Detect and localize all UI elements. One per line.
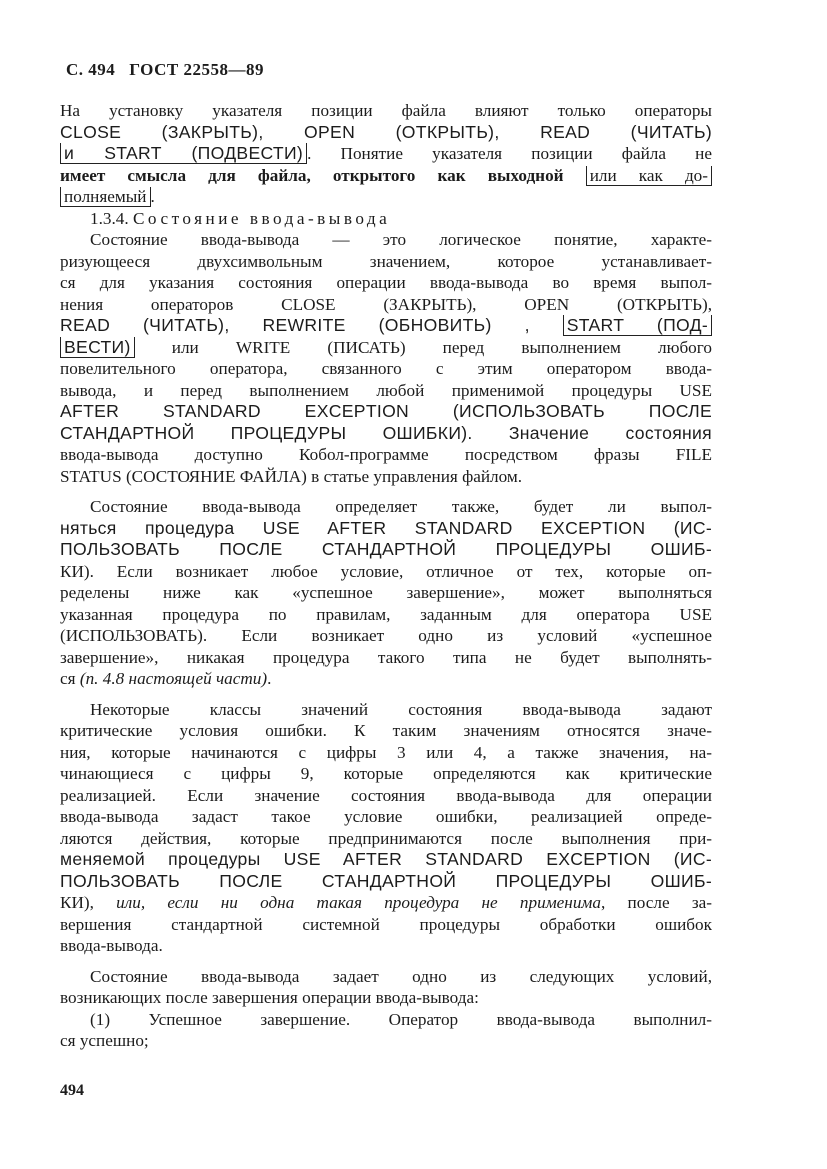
boxed-insertion: или как до- bbox=[586, 166, 712, 186]
text-line: (1) Успешное завершение. Оператор ввода-вывода выполнил- bbox=[90, 1009, 712, 1029]
text-line: КИ). Если возникает любое условие, отличное от тех, которые оп- bbox=[60, 561, 712, 581]
text-line: вывода, и перед выполнением любой применимой процедуры USE bbox=[60, 380, 712, 400]
text-line: повелительного оператора, связанного с этим оператором ввода- bbox=[60, 359, 712, 378]
text-line: реализацией. Если значение состояния ввода-вывода для операции bbox=[60, 785, 712, 805]
page-header bbox=[66, 60, 264, 80]
page-number: 494 bbox=[60, 1082, 84, 1099]
text-span: , после за- bbox=[601, 893, 712, 912]
text-line: Состояние ввода-вывода — это логическое понятие, характе- bbox=[90, 230, 712, 249]
boxed-insertion: полняемый bbox=[60, 187, 151, 207]
text-span: или, если ни одна такая процедура не применима bbox=[116, 893, 601, 912]
text-line: ПОЛЬЗОВАТЬ ПОСЛЕ СТАНДАРТНОЙ ПРОЦЕДУРЫ ОШИБ- bbox=[60, 539, 712, 559]
text-line bbox=[60, 668, 712, 690]
text-line: ляются действия, которые предпринимаются после выполнения при- bbox=[60, 828, 712, 848]
text-line: ся для указания состояния операции ввода-вывода во время выпол- bbox=[60, 273, 712, 292]
text-span: КИ), bbox=[60, 893, 117, 912]
text-span: READ (ЧИТАТЬ), REWRITE (ОБНОВИТЬ) , bbox=[60, 315, 530, 335]
text-span: . bbox=[267, 669, 272, 688]
text-line: (ИСПОЛЬЗОВАТЬ). Если возникает одно из условий «успешное bbox=[60, 626, 712, 645]
text-span: (п. 4.8 настоящей части) bbox=[79, 669, 268, 688]
text-line: На установку указателя позиции файла влияют только операторы bbox=[60, 101, 712, 120]
page-reference: С. 494 bbox=[66, 60, 116, 79]
text-span: . Понятие указателя позиции файла не bbox=[307, 144, 712, 163]
text-span: или WRITE (ПИСАТЬ) перед выполнением любого bbox=[171, 337, 712, 357]
text-line: ввода-вывода задаст такое условие ошибки, реализацией опреде- bbox=[60, 807, 712, 826]
text-line bbox=[60, 186, 712, 208]
text-line: чинающиеся с цифры 9, которые определяются как критические bbox=[60, 764, 712, 783]
body-text bbox=[60, 100, 712, 1052]
text-line: STATUS (СОСТОЯНИЕ ФАЙЛА) в статье управления файлом. bbox=[60, 466, 523, 486]
text-line: AFTER STANDARD EXCEPTION (ИСПОЛЬЗОВАТЬ ПОСЛЕ bbox=[60, 401, 712, 421]
text-line: СТАНДАРТНОЙ ПРОЦЕДУРЫ ОШИБКИ). Значение состояния bbox=[60, 422, 712, 443]
text-line: Состояние ввода-вывода определяет также, будет ли выпол- bbox=[90, 497, 712, 516]
text-line: вершения стандартной системной процедуры обработки ошибок bbox=[60, 914, 712, 934]
text-line: ввода-вывода. bbox=[60, 936, 163, 955]
text-line bbox=[60, 337, 712, 359]
text-span: ся bbox=[60, 669, 80, 688]
boxed-insertion: и START (ПОДВЕСТИ) bbox=[60, 143, 307, 164]
text-line: ределены ниже как «успешное завершение», может выполняться bbox=[60, 583, 712, 602]
section-heading bbox=[60, 208, 712, 230]
text-line: Состояние ввода-вывода задает одно из следующих условий, bbox=[90, 966, 712, 986]
text-line bbox=[60, 892, 712, 914]
text-line: ризующееся двухсимвольным значением, которое устанавливает- bbox=[60, 251, 712, 271]
boxed-insertion: START (ПОД- bbox=[563, 315, 712, 336]
text-line: меняемой процедуры USE AFTER STANDARD EXCEPTION (ИС- bbox=[60, 849, 712, 869]
text-line: нения операторов CLOSE (ЗАКРЫТЬ), OPEN (ОТКРЫТЬ), bbox=[60, 294, 712, 314]
section-title: Состояние ввода-вывода bbox=[132, 208, 391, 228]
text-span: . bbox=[150, 187, 155, 206]
text-line: ввода-вывода доступно Кобол-программе посредством фразы FILE bbox=[60, 445, 712, 464]
boxed-insertion: ВЕСТИ) bbox=[60, 337, 135, 358]
section-number: 1.3.4. bbox=[90, 208, 129, 228]
text-line: няться процедура USE AFTER STANDARD EXCEPTION (ИС- bbox=[60, 517, 712, 538]
text-line bbox=[60, 143, 712, 165]
text-line: ПОЛЬЗОВАТЬ ПОСЛЕ СТАНДАРТНОЙ ПРОЦЕДУРЫ ОШИБ- bbox=[60, 870, 712, 891]
text-line: возникающих после завершения операции ввода-вывода: bbox=[60, 988, 479, 1007]
text-span: имеет смысла для файла, открытого как выходной bbox=[60, 165, 564, 185]
text-line: ся успешно; bbox=[60, 1031, 149, 1050]
text-line: Некоторые классы значений состояния ввода-вывода задают bbox=[90, 699, 712, 719]
standard-number: ГОСТ 22558—89 bbox=[129, 60, 264, 79]
text-line: указанная процедура по правилам, заданным для оператора USE bbox=[60, 604, 712, 624]
text-line: ния, которые начинаются с цифры 3 или 4, а также значения, на- bbox=[60, 742, 712, 762]
text-line bbox=[60, 165, 712, 187]
text-line bbox=[60, 315, 712, 337]
text-line: завершение», никакая процедура такого типа не будет выполнять- bbox=[60, 647, 712, 667]
text-line: критические условия ошибки. К таким значениям относятся значе- bbox=[60, 721, 712, 740]
text-line: CLOSE (ЗАКРЫТЬ), OPEN (ОТКРЫТЬ), READ (ЧИТАТЬ) bbox=[60, 121, 712, 142]
